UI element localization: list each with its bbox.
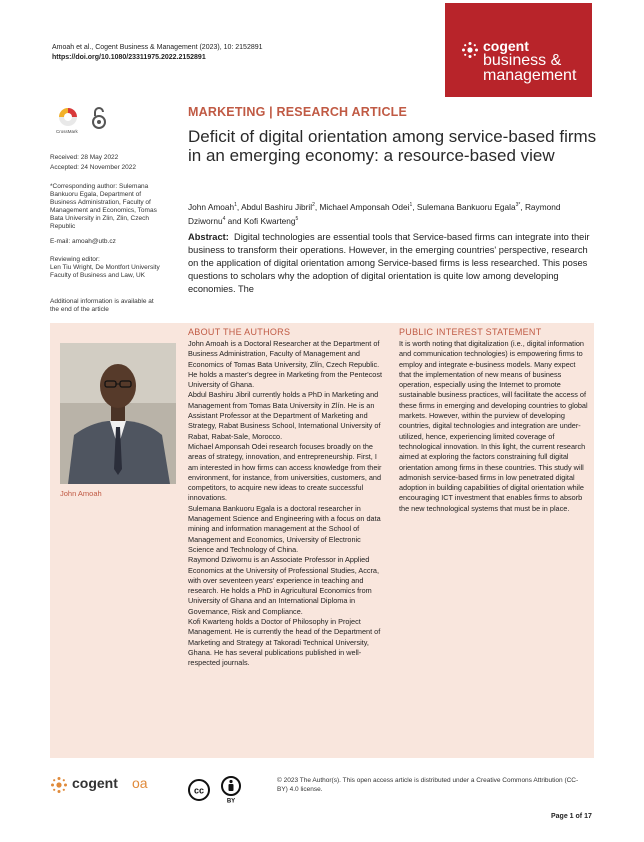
received-date: Received: 28 May 2022	[50, 154, 119, 161]
abstract-label: Abstract:	[188, 232, 229, 242]
photo-caption: John Amoah	[60, 489, 102, 498]
author-name[interactable]: Raymond Dziwornu	[188, 201, 561, 226]
doi-link[interactable]: https://doi.org/10.1080/23311975.2022.2152891	[52, 54, 206, 61]
author-affiliation: 1	[234, 202, 237, 208]
author-name[interactable]: John Amoah	[188, 201, 235, 212]
author-bio: Raymond Dziwornu is an Associate Professor in Applied Economics at the University of Professional Studies, Accra, with over seventeen years' experience in teaching and research. He holds a PhD in Agricultural Economics from University of Ghana and an International Diploma in Governance, Risk and Compliance.	[188, 555, 380, 616]
author-bio: Sulemana Bankuoru Egala is a doctoral researcher in Management Science and Engineering with a focus on data mining and information management at the School of Management and Economics, University of Electronic Science and Technology of China.	[188, 503, 381, 554]
author-list: John Amoah$^1$, Abdul Bashiru Jibril$^2$, Michael Amponsah Odei$^1$, Sulemana Bankuoru Egala$^{3*}$, Raymond Dziwornu$^4$ and Kofi Kwarteng$^5$	[188, 201, 561, 226]
author-bio: Kofi Kwarteng holds a Doctor of Philosophy in Project Management. He is currently the head of the Department of Marketing and Strategy at Takoradi Technical University, Ghana. He has several publications published in well-respected journals.	[188, 617, 381, 668]
author-photo	[60, 343, 176, 484]
brand-subtitle	[483, 53, 576, 83]
open-access-icon	[90, 106, 108, 130]
brand-sub2: management	[483, 67, 577, 84]
abstract-text: Digital technologies are essential tools that Service-based firms can integrate into their business to transform their operations. However, in the emerging countries' perspective, research on the application of digital orientation among Service-based firms is less researched. This poses questions to scholars why the adoption of digital orientation is quite low among developing economies. The	[188, 232, 590, 294]
page-number: Page 1 of 17	[551, 813, 592, 820]
cogent-logo-text: cogent	[72, 775, 118, 791]
accepted-date: Accepted: 24 November 2022	[50, 164, 136, 171]
brand-name: cogent	[483, 38, 529, 54]
additional-info: Additional information is available at the end of the article	[50, 298, 154, 313]
journal-brand[interactable]	[445, 3, 592, 97]
creative-commons-icon[interactable]	[188, 779, 210, 801]
author-name[interactable]: Sulemana Bankuoru Egala	[416, 201, 516, 212]
by-label: BY	[226, 798, 236, 804]
brand-sub1: business &	[483, 52, 562, 69]
about-authors-text	[188, 339, 385, 669]
author-affiliation: 3*	[515, 202, 521, 208]
cogent-oa-logo[interactable]	[50, 774, 180, 796]
crossmark-icon[interactable]	[58, 107, 78, 127]
public-interest-text: It is worth noting that digitalization (i.e., digital information and communication technologies) is empowering firms to employ and integrate e-business models. Many expect that the implementation of new means of business operation, especially using the Internet to promote sustainable business practices, will facilitate the access of these firms in emerging and developing countries to global markets. However, within the purview of developing countries, digital technologies and integration are under-utilized, hence, experiencing limited coverage of technological innovation. In this light, the current research aimed at exploring the factors constraining full digital orientation among firms in these countries. This study will admonish service-based firms in low penetrated digital adoption in building capabilities of digital orientation while encouraging ICT investment that enables firms to absorb the new technological systems that must be in place.	[399, 339, 588, 513]
article-title: Deficit of digital orientation among service-based firms in an emerging economy: a resource-based view	[188, 127, 597, 165]
oa-logo-text: oa	[132, 775, 148, 791]
author-bio: Abdul Bashiru Jibril currently holds a PhD in Marketing and Management from Tomas Bata University in Zlín. He is an Assistant Professor at the Department of Marketing and Strategy, Rabat Business School, International University of Rabat, Rabat-Sale, Morocco.	[188, 390, 381, 441]
author-email[interactable]: E-mail: amoah@utb.cz	[50, 238, 116, 245]
author-affiliation: 2	[312, 202, 315, 208]
cogent-logo-icon	[461, 41, 479, 59]
svg-text:cc: cc	[193, 785, 205, 796]
author-name[interactable]: Kofi Kwarteng	[243, 215, 296, 226]
license-text: © 2023 The Author(s). This open access article is distributed under a Creative Commons Attribution (CC-BY) 4.0 license.	[277, 777, 579, 793]
author-affiliation: 1	[409, 202, 413, 208]
crossmark-label: CrossMark	[56, 129, 78, 134]
author-name[interactable]: Michael Amponsah Odei	[319, 201, 410, 212]
section-label: MARKETING | RESEARCH ARTICLE	[188, 105, 408, 119]
reviewing-label: Reviewing editor:	[50, 256, 100, 263]
public-interest-heading: PUBLIC INTEREST STATEMENT	[399, 327, 542, 337]
author-affiliation: 5	[295, 215, 299, 222]
citation	[52, 43, 342, 63]
about-heading: ABOUT THE AUTHORS	[188, 327, 291, 337]
author-name[interactable]: Abdul Bashiru Jibril	[241, 201, 313, 212]
attribution-icon[interactable]	[221, 776, 241, 804]
reviewing-editor: Len Tiu Wright, De Montfort University Faculty of Business and Law, UK	[50, 264, 160, 279]
author-affiliation: 4	[222, 215, 226, 222]
citation-text: Amoah et al., Cogent Business & Management (2023), 10: 2152891	[52, 44, 263, 51]
cogent-dots-icon	[50, 776, 68, 794]
author-bio: Michael Amponsah Odei research focuses broadly on the areas of strategy, innovation, and entrepreneurship. First, I am interested in how firms can access knowledge from their environment, for instance, from universities, customers, and competitors, to acquire new ideas to create successful innovations.	[188, 441, 382, 503]
abstract	[188, 231, 595, 296]
author-bio: John Amoah is a Doctoral Researcher at the Department of Business Administration, Faculty of Management and Economics of Tomas Bata University, Zlín, Czech Republic. He holds a master's degree in Marketing from the Pentecost University of Ghana.	[188, 339, 383, 390]
corresponding-author: *Corresponding author: Sulemana Bankuoru Egala, Department of Business Administration, Faculty of Management and Economics, Tomas Bata University in Zlin, Zlin, Czech Republic	[50, 183, 157, 230]
